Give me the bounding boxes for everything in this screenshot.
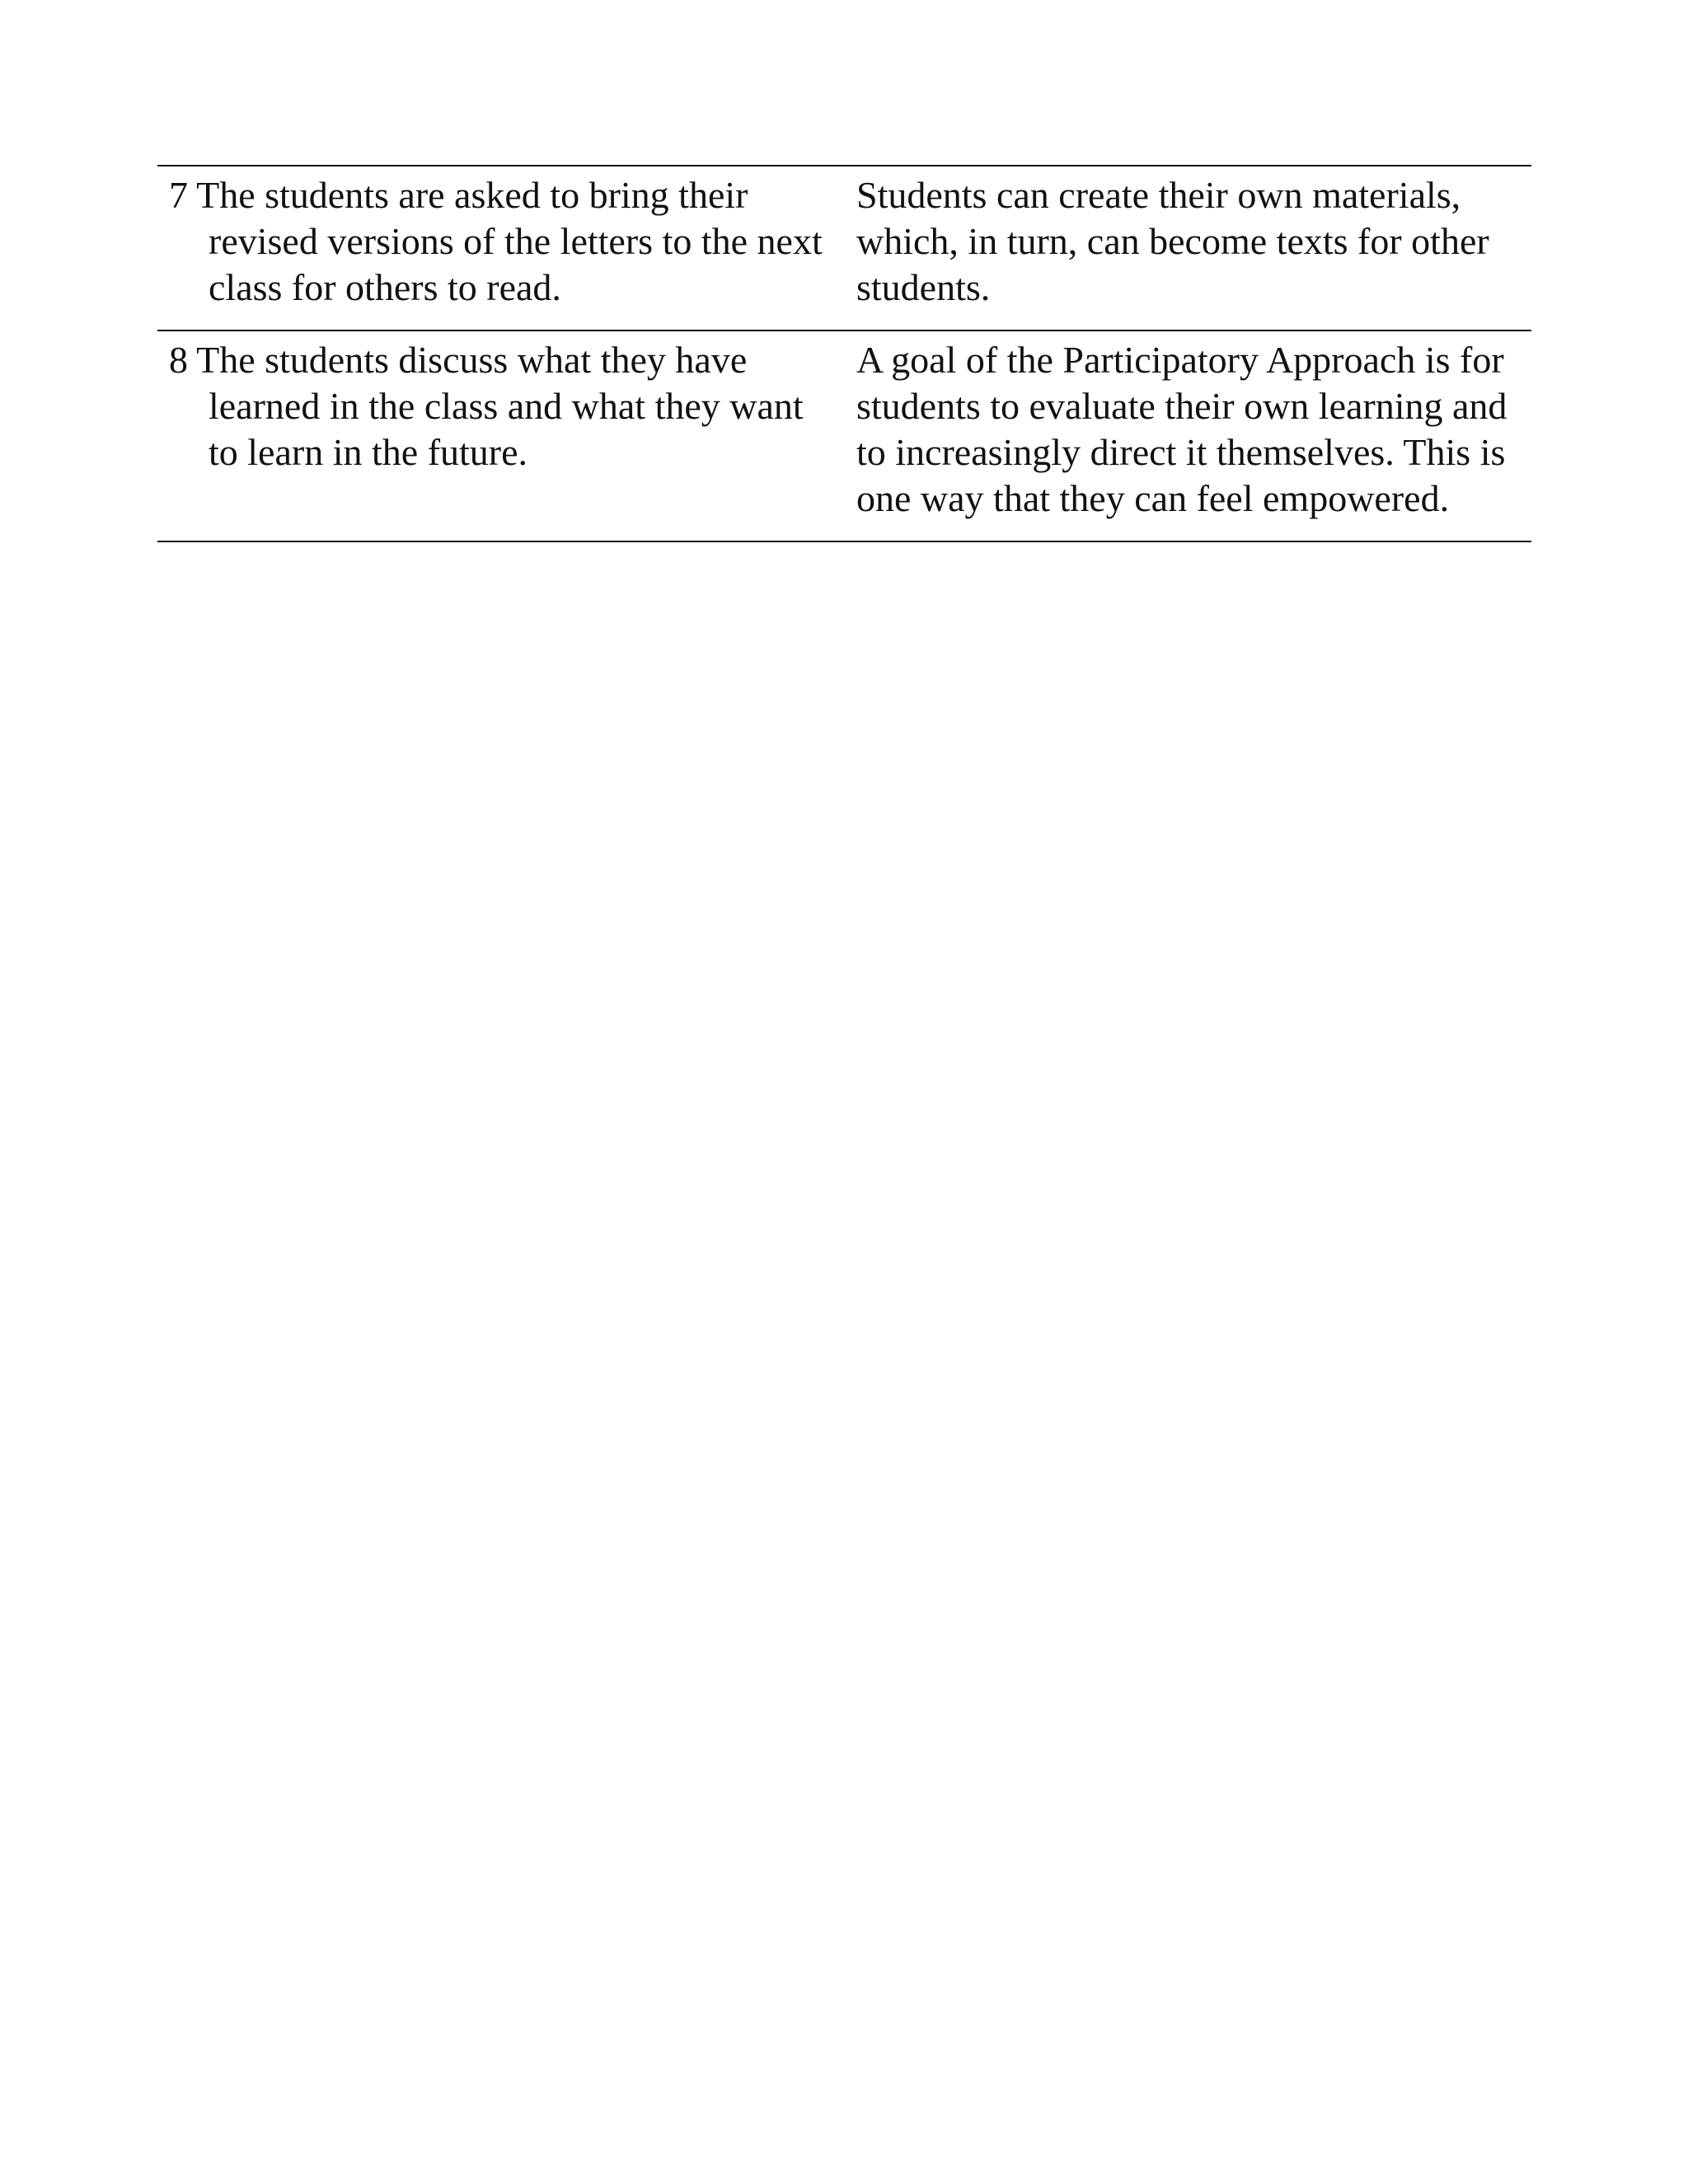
observations-principles-table — [157, 165, 1531, 542]
observation-text — [169, 172, 835, 311]
principle-cell — [843, 330, 1531, 541]
observation-cell — [157, 330, 843, 541]
step-number: 8 — [169, 339, 188, 381]
table-row — [157, 330, 1531, 541]
principle-cell — [843, 166, 1531, 330]
principle-text: Students can create their own materials, which, in turn, can become texts for other students. — [856, 174, 1489, 308]
observation-cell — [157, 166, 843, 330]
observation-description: The students discuss what they have learned in the class and what they want to learn in the future. — [196, 339, 804, 473]
observation-description: The students are asked to bring their revised versions of the letters to the next class for others to read. — [196, 174, 823, 308]
observation-text — [169, 337, 835, 476]
principle-text: A goal of the Participatory Approach is for students to evaluate their own learning and to increasingly direct it themselves. This is one way that they can feel empowered. — [856, 339, 1507, 519]
table-row — [157, 166, 1531, 330]
step-number: 7 — [169, 174, 188, 216]
